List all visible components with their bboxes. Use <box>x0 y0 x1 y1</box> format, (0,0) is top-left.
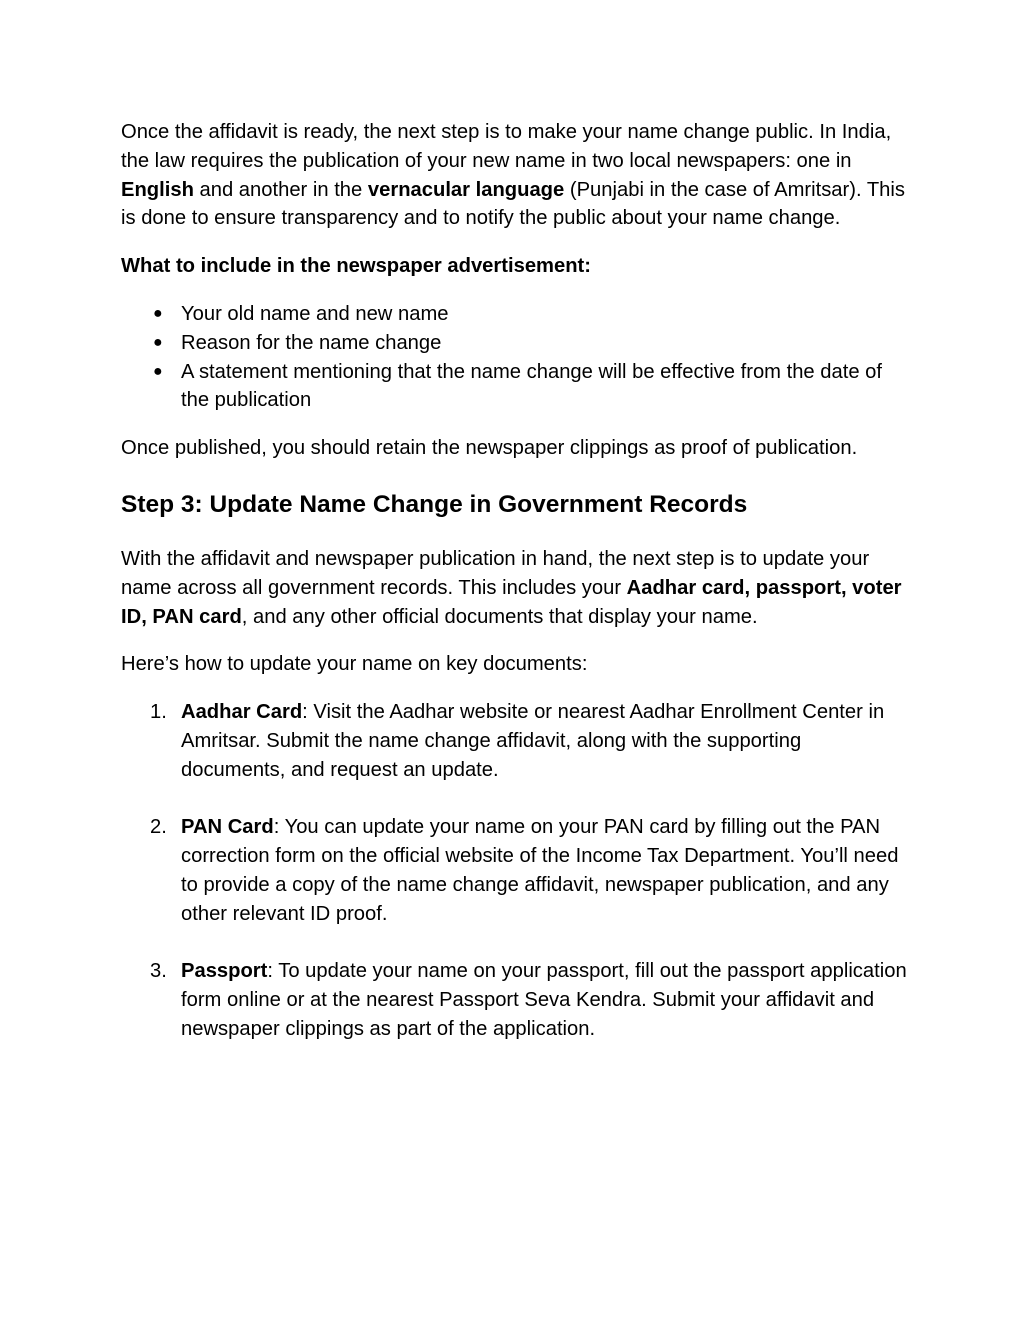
list-item-text: Reason for the name change <box>181 331 442 354</box>
list-item-title: Passport <box>181 960 268 983</box>
list-item <box>121 358 911 416</box>
bullet-icon: ● <box>153 304 163 322</box>
step3-text-1: With the affidavit and newspaper publication in hand, the next step is to update your name across all government records. This includes your <box>121 547 870 599</box>
list-item-text: : You can update your name on your PAN card by filling out the PAN correction form on the official website of the Income Tax Department. You’ll need to provide a copy of the name change affidavit, newspaper publication, and any other relevant ID proof. <box>181 816 899 925</box>
step3-text-2: , and any other official documents that display your name. <box>241 605 758 628</box>
list-item-title: PAN Card <box>181 816 274 839</box>
documents-numbered-list <box>121 698 911 1044</box>
list-item-passport <box>121 957 911 1043</box>
list-item-text: A statement mentioning that the name change will be effective from the date of the publication <box>181 360 883 412</box>
intro-paragraph <box>121 118 911 233</box>
list-item-pan <box>121 813 911 928</box>
document-page <box>121 118 911 1073</box>
list-item <box>121 329 911 358</box>
intro-bold-vernacular: vernacular language <box>367 178 565 201</box>
intro-text-2: and another in the <box>193 178 368 201</box>
list-number: 2. <box>150 816 167 839</box>
list-number: 1. <box>150 701 167 724</box>
list-item <box>121 300 911 329</box>
list-item-text: Your old name and new name <box>181 302 449 325</box>
advert-bullet-list <box>121 300 911 415</box>
bullet-icon: ● <box>153 362 163 380</box>
step3-bold-documents: Aadhar card, passport, voter ID, PAN card <box>121 576 902 628</box>
list-item-title: Aadhar Card <box>181 701 303 724</box>
step3-heading: Step 3: Update Name Change in Government Records <box>121 490 748 518</box>
bullet-icon: ● <box>153 333 163 351</box>
intro-text-3: (Punjabi in the case of Amritsar). This is done to ensure transparency and to notify the public about your name change. <box>121 178 905 230</box>
advert-heading: What to include in the newspaper advertisement: <box>121 255 592 278</box>
retain-paragraph: Once published, you should retain the newspaper clippings as proof of publication. <box>121 437 858 460</box>
intro-bold-english: English <box>121 178 194 201</box>
list-number: 3. <box>150 960 167 983</box>
list-item-aadhar <box>121 698 911 784</box>
intro-text-1: Once the affidavit is ready, the next step is to make your name change public. In India, the law requires the publication of your new name in two local newspapers: one in <box>121 121 892 172</box>
list-item-text: : Visit the Aadhar website or nearest Aadhar Enrollment Center in Amritsar. Submit the name change affidavit, along with the supporting documents, and request an update. <box>181 701 885 781</box>
howto-paragraph: Here’s how to update your name on key documents: <box>121 653 588 676</box>
step3-paragraph <box>121 545 911 631</box>
list-item-text: : To update your name on your passport, fill out the passport application form online or at the nearest Passport Seva Kendra. Submit your affidavit and newspaper clippings as part of the application. <box>181 960 907 1040</box>
